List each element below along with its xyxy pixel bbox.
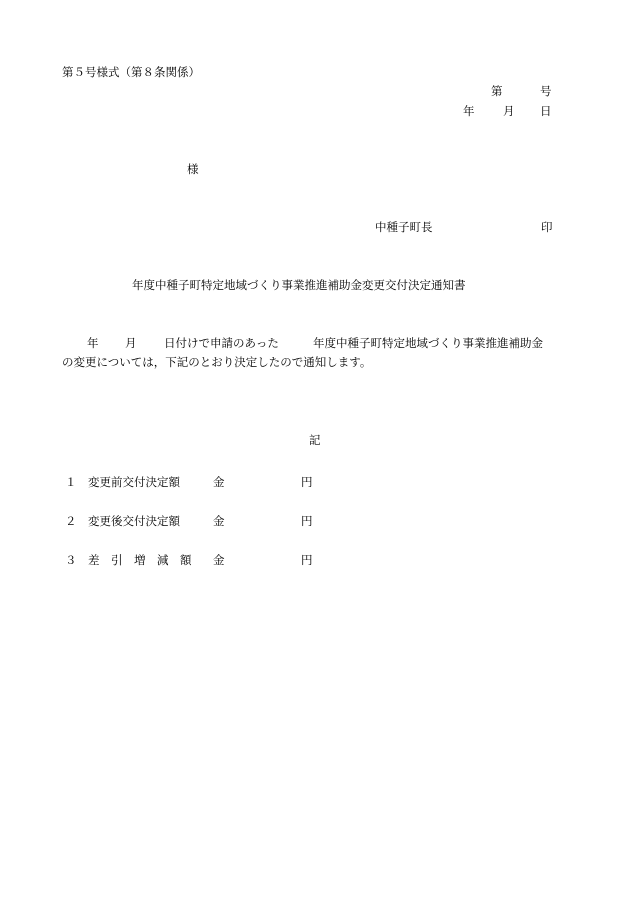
issuer-title: 中種子町長	[375, 220, 433, 234]
addressee-suffix: 様	[187, 162, 199, 176]
record-heading: 記	[309, 433, 321, 447]
body-month: 月	[125, 336, 137, 350]
item-label: 変更後交付決定額	[88, 514, 180, 528]
list-item	[0, 513, 630, 529]
doc-number-prefix: 第	[491, 84, 503, 98]
item-number: ３	[65, 553, 77, 567]
list-item	[0, 552, 630, 568]
item-amount-prefix: 金	[213, 514, 225, 528]
body-line1-rest: 日付けで申請のあった	[164, 336, 279, 350]
item-amount-prefix: 金	[213, 553, 225, 567]
date-year: 年	[463, 104, 475, 118]
item-amount-prefix: 金	[213, 475, 225, 489]
list-item	[0, 474, 630, 490]
body-year: 年	[87, 336, 99, 350]
item-amount-unit: 円	[301, 475, 313, 489]
item-number: １	[65, 475, 77, 489]
seal-mark: 印	[541, 220, 553, 234]
date-day: 日	[540, 104, 552, 118]
item-amount-unit: 円	[301, 553, 313, 567]
document-title: 年度中種子町特定地域づくり事業推進補助金変更交付決定通知書	[132, 278, 466, 292]
item-label: 変更前交付決定額	[88, 475, 180, 489]
item-number: ２	[65, 514, 77, 528]
item-amount-unit: 円	[301, 514, 313, 528]
body-line1-program: 年度中種子町特定地域づくり事業推進補助金	[313, 336, 543, 350]
form-label: 第５号様式（第８条関係）	[62, 65, 200, 79]
body-line2: の変更については，下記のとおり決定したので通知します。	[62, 355, 372, 369]
date-month: 月	[503, 104, 515, 118]
item-label: 差 引 増 減 額	[88, 553, 192, 567]
doc-number-suffix: 号	[540, 84, 552, 98]
